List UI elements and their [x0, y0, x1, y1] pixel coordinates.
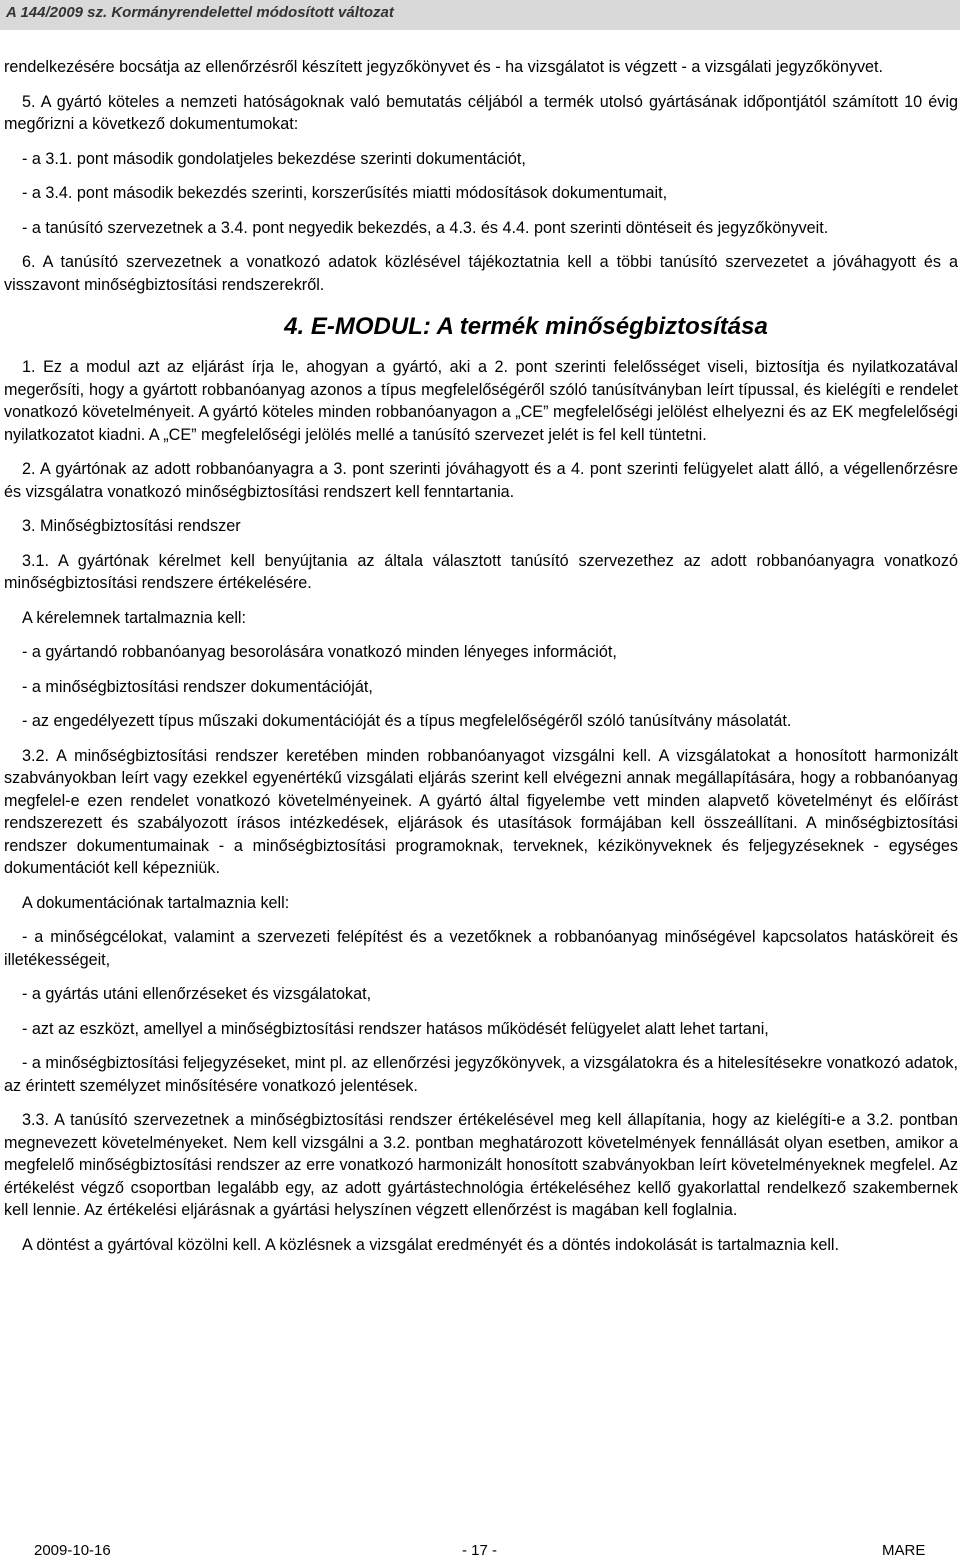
list-item: - az engedélyezett típus műszaki dokumentációját és a típus megfelelőségéről szóló tanúsítvány másolatát. — [22, 712, 792, 730]
paragraph: 3.3. A tanúsító szervezetnek a minőségbiztosítási rendszer értékelésével meg kell állapítania, hogy az kielégíti-e a 3.2. pontban megnevezett követelményeket. Nem kell vizsgálni a 3.2. pontban meghatározott követelmények fennállását olyan esetben, amikor a megfelelő minőségbiztosítási rendszer az erre vonatkozó harmonizált honosított szabványokban leírt követelményeknek megfelel. Az értékelést végző csoportban legalább egy, az adott gyártástechnológia értékeléséhez kellő gyakorlattal rendelkező szakembernek kell lennie. Az értékelési eljárásnak a gyártási helyszínen végzett ellenőrzést is magában kell foglalnia. — [4, 1111, 958, 1219]
paragraph: A kérelemnek tartalmaznia kell: — [22, 608, 247, 627]
document-body — [4, 56, 958, 1256]
section-title: 4. E-MODUL: A termék minőségbiztosítása — [284, 313, 768, 340]
list-item: - azt az eszközt, amellyel a minőségbiztosítási rendszer hatásos működését felügyelet alatt lehet tartani, — [22, 1019, 769, 1038]
list-item: - a 3.4. pont második bekezdés szerinti, korszerűsítés miatti módosítások dokumentumait, — [22, 184, 668, 202]
paragraph: 3.1. A gyártónak kérelmet kell benyújtania az általa választott tanúsító szervezethez az adott robbanóanyagra vonatkozó minőségbiztosítási rendszere értékelésére. — [4, 551, 958, 592]
paragraph: 1. Ez a modul azt az eljárást írja le, ahogyan a gyártó, aki a 2. pont szerinti felelősséget viseli, biztosítja és nyilatkozatával megerősíti, hogy a gyártott robbanóanyag azonos a típus megfelelőségéről szóló tanúsítványban leírt típussal, és kielégíti e rendelet vonatkozó követelményeit. A gyártó köteles minden robbanóanyagon a „CE” megfelelőségi jelölést elhelyezni és az EK megfelelőségi nyilatkozatot kiadni. A „CE” megfelelőségi jelölés mellé a tanúsító szervezet jelét is fel kell tüntetni. — [4, 358, 958, 444]
paragraph: 5. A gyártó köteles a nemzeti hatóságoknak való bemutatás céljából a termék utolsó gyártásának időpontjától számított 10 évig megőrizni a következő dokumentumokat: — [4, 92, 958, 133]
list-item: - a 3.1. pont második gondolatjeles bekezdése szerinti dokumentációt, — [22, 149, 526, 168]
list-item: - a minőségbiztosítási feljegyzéseket, mint pl. az ellenőrzési jegyzőkönyvek, a vizsgálatokra és a hitelesítésekre vonatkozó adatok, az érintett személyzet minősítésére vonatkozó jelentések. — [4, 1054, 958, 1095]
subheading: 3. Minőségbiztosítási rendszer — [22, 517, 241, 535]
page-footer — [0, 1540, 960, 1562]
list-item: - a tanúsító szervezetnek a 3.4. pont negyedik bekezdés, a 4.3. és 4.4. pont szerinti döntéseit és jegyzőkönyveit. — [22, 218, 829, 237]
header-title: A 144/2009 sz. Kormányrendelettel módosított változat — [6, 4, 394, 21]
paragraph: 2. A gyártónak az adott robbanóanyagra a 3. pont szerinti jóváhagyott és a 4. pont szerinti felügyelet alatt álló, a végellenőrzésre és vizsgálatra vonatkozó minőségbiztosítási rendszert kell fenntartania. — [4, 460, 958, 501]
list-item: - a minőségcélokat, valamint a szervezeti felépítést és a vezetőknek a robbanóanyag minőségével kapcsolatos hatásköreit és illetékességeit, — [4, 928, 958, 969]
paragraph: rendelkezésére bocsátja az ellenőrzésről készített jegyzőkönyvet és - ha vizsgálatot is végzett - a vizsgálati jegyzőkönyvet. — [4, 58, 884, 76]
list-item: - a gyártandó robbanóanyag besorolására vonatkozó minden lényeges információt, — [22, 643, 617, 661]
running-header — [0, 0, 960, 30]
paragraph: 3.2. A minőségbiztosítási rendszer keretében minden robbanóanyagot vizsgálni kell. A vizsgálatokat a honosított harmonizált szabványokban leírt vagy ezekkel egyenértékű vizsgálati eljárás szerint kell elvégezni annak megállapítására, hogy a robbanóanyag megfelel-e ezen rendelet vonatkozó követelményeinek. A gyártó által figyelembe vett minden alapvető követelményt és előírást rendszerezett és szabályozott írásos intézkedések, eljárások és utasítások formájában kell összeállítani. A minőségbiztosítási rendszer dokumentumainak - a minőségbiztosítási programoknak, terveknek, kézikönyveknek és feljegyzéseknek - egységes dokumentációt kell képezniük. — [4, 746, 958, 877]
page-number: - 17 - — [462, 1542, 498, 1559]
paragraph: A dokumentációnak tartalmaznia kell: — [22, 893, 290, 912]
paragraph: 6. A tanúsító szervezetnek a vonatkozó adatok közlésével tájékoztatnia kell a többi tanúsító szervezetet a jóváhagyott és a visszavont minőségbiztosítási rendszerekről. — [4, 253, 958, 294]
list-item: - a minőségbiztosítási rendszer dokumentációját, — [22, 677, 373, 696]
list-item: - a gyártás utáni ellenőrzéseket és vizsgálatokat, — [22, 985, 372, 1003]
footer-date: 2009-10-16 — [34, 1542, 111, 1559]
paragraph: A döntést a gyártóval közölni kell. A közlésnek a vizsgálat eredményét és a döntés indokolását is tartalmaznia kell. — [22, 1235, 840, 1254]
footer-mark: MARE — [882, 1542, 926, 1559]
